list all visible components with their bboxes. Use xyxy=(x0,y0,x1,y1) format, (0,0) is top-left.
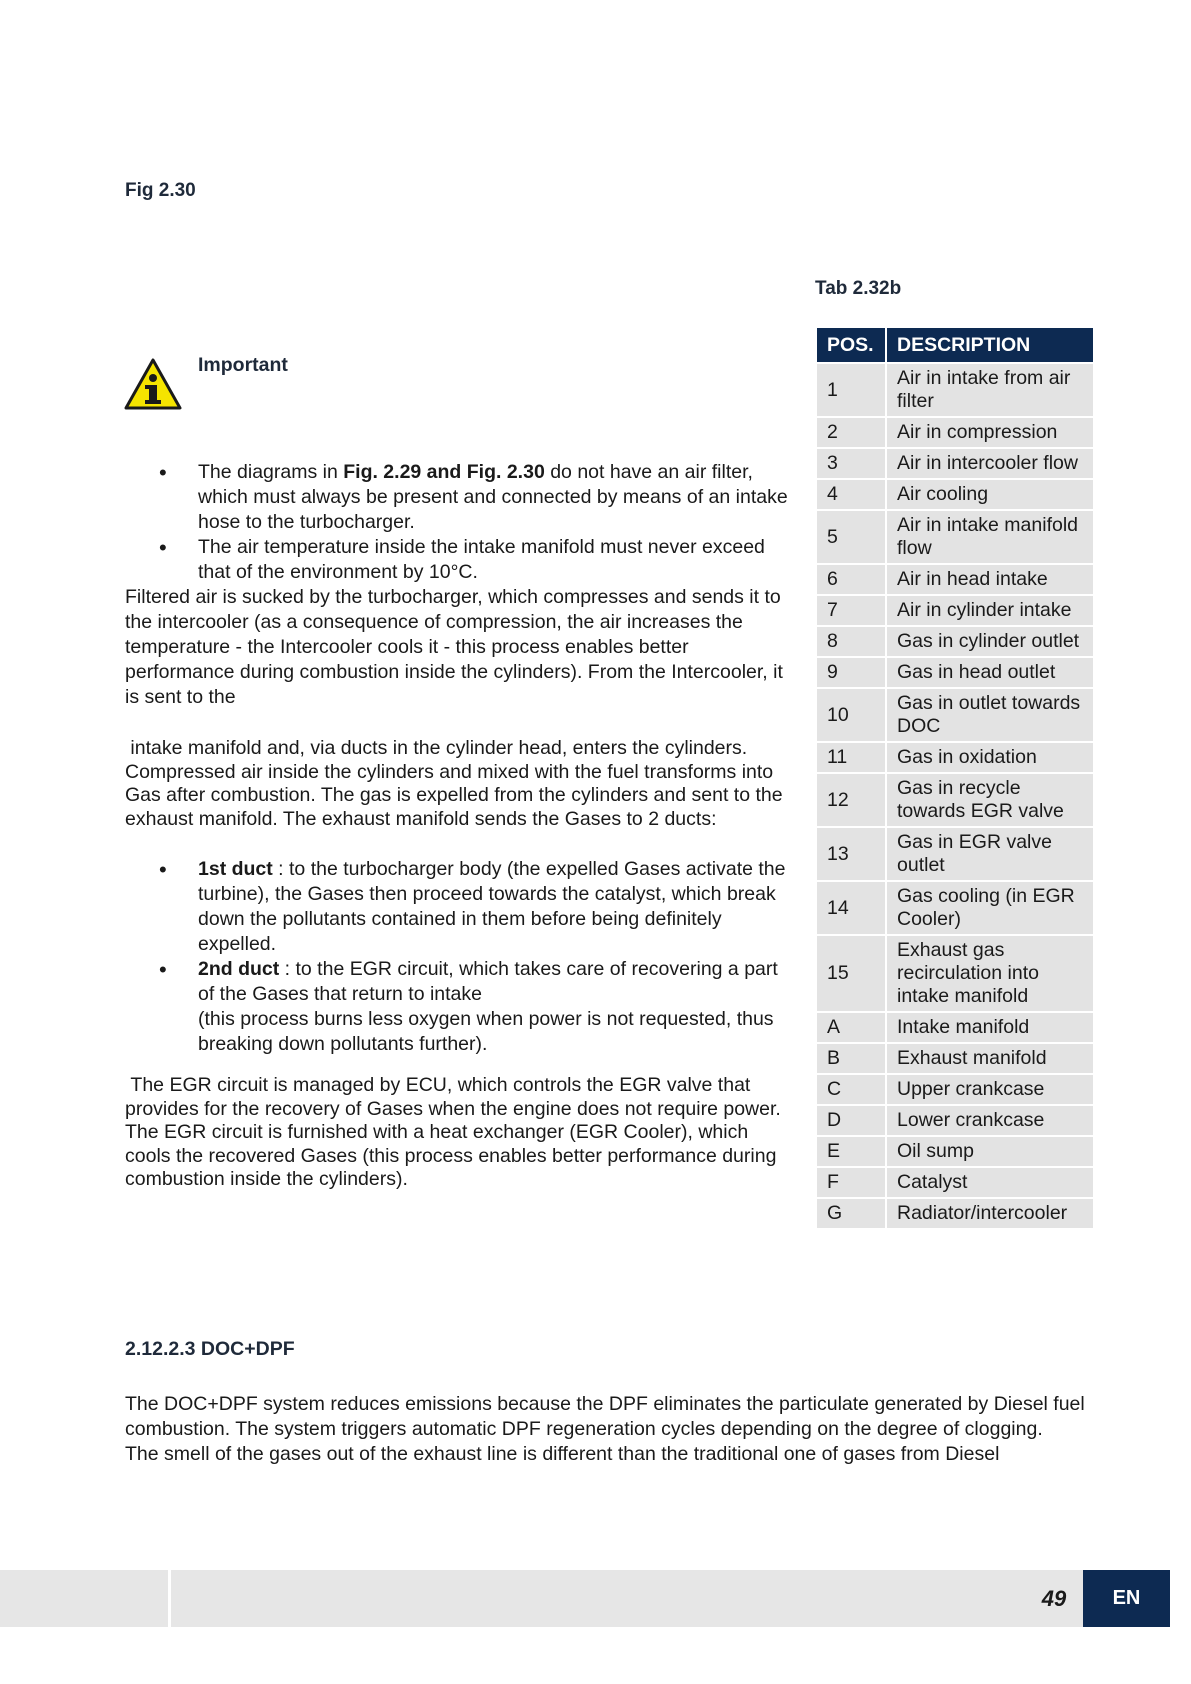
table-cell-description: Catalyst xyxy=(886,1167,1094,1198)
table-row xyxy=(816,564,1094,595)
table-cell-pos: 7 xyxy=(816,595,886,626)
table-cell-pos: A xyxy=(816,1012,886,1043)
table-row xyxy=(816,1074,1094,1105)
table-cell-description: Air in intercooler flow xyxy=(886,448,1094,479)
table-row xyxy=(816,363,1094,417)
ducts-list-block xyxy=(125,857,795,1057)
duct-item-2: • 2nd duct : to the EGR circuit, which takes care of recovering a part of the Gases that return to intake (this process burns less oxygen when power is not requested, thus breaking down pollutants further). xyxy=(125,957,795,1057)
important-notes xyxy=(125,460,795,710)
table-cell-pos: 10 xyxy=(816,688,886,742)
table-row xyxy=(816,510,1094,564)
table-cell-pos: B xyxy=(816,1043,886,1074)
table-cell-description: Gas in cylinder outlet xyxy=(886,626,1094,657)
body-paragraph-1: Filtered air is sucked by the turbocharger, which compresses and sends it to the intercooler (as a consequence of compression, the air increases the temperature - the Intercooler cools it - this process enables better performance during combustion inside the cylinders). From the Intercooler, it is sent to the xyxy=(125,586,783,708)
table-row xyxy=(816,935,1094,1012)
table-cell-pos: 4 xyxy=(816,479,886,510)
table-cell-pos: 8 xyxy=(816,626,886,657)
figure-label: Fig 2.30 xyxy=(125,180,196,201)
table-cell-pos: G xyxy=(816,1198,886,1229)
body-paragraph-3: The EGR circuit is managed by ECU, which controls the EGR valve that provides for the recovery of Gases when the engine does not require power. xyxy=(125,1074,781,1120)
body-block-3 xyxy=(125,1074,795,1192)
table-cell-description: Lower crankcase xyxy=(886,1105,1094,1136)
table-cell-description: Air in intake from air filter xyxy=(886,363,1094,417)
important-bullets xyxy=(125,460,795,585)
table-row xyxy=(816,1043,1094,1074)
table-cell-pos: 11 xyxy=(816,742,886,773)
table-row xyxy=(816,742,1094,773)
table-row xyxy=(816,657,1094,688)
table-row xyxy=(816,626,1094,657)
table-cell-pos: 9 xyxy=(816,657,886,688)
important-bullet-1: • The diagrams in Fig. 2.29 and Fig. 2.30 do not have an air filter, which must always be present and connected by means of an intake hose to the turbocharger. xyxy=(125,460,795,535)
section-paragraph-2: The smell of the gases out of the exhaust line is different than the traditional one of gases from Diesel xyxy=(125,1443,1000,1465)
important-heading: Important xyxy=(198,354,288,376)
table-cell-pos: 14 xyxy=(816,881,886,935)
table-cell-description: Gas in EGR valve outlet xyxy=(886,827,1094,881)
table-row xyxy=(816,479,1094,510)
table-row xyxy=(816,688,1094,742)
table-cell-description: Oil sump xyxy=(886,1136,1094,1167)
table-cell-description: Air in head intake xyxy=(886,564,1094,595)
body-paragraph-4: The EGR circuit is furnished with a heat exchanger (EGR Cooler), which cools the recovered Gases (this process enables better performance during combustion inside the cylinders). xyxy=(125,1121,777,1190)
table-row xyxy=(816,1012,1094,1043)
table-cell-description: Intake manifold xyxy=(886,1012,1094,1043)
table-cell-description: Exhaust gas recirculation into intake manifold xyxy=(886,935,1094,1012)
table-label: Tab 2.32b xyxy=(815,278,902,299)
table-body xyxy=(816,363,1094,1229)
table-row xyxy=(816,773,1094,827)
table-cell-pos: 15 xyxy=(816,935,886,1012)
figure-reference: Fig. 2.29 and Fig. 2.30 xyxy=(343,461,545,483)
table-cell-pos: 12 xyxy=(816,773,886,827)
table-cell-pos: C xyxy=(816,1074,886,1105)
footer-bar xyxy=(0,1570,1083,1627)
table-cell-pos: 6 xyxy=(816,564,886,595)
table-cell-pos: 1 xyxy=(816,363,886,417)
section-paragraph-1: The DOC+DPF system reduces emissions because the DPF eliminates the particulate generated by Diesel fuel combustion. The system triggers automatic DPF regeneration cycles depending on the degree of clogging. xyxy=(125,1393,1085,1440)
language-badge: EN xyxy=(1083,1570,1170,1627)
table-cell-description: Air in compression xyxy=(886,417,1094,448)
table-row xyxy=(816,595,1094,626)
table-cell-description: Exhaust manifold xyxy=(886,1043,1094,1074)
page-number: 49 xyxy=(1041,1586,1067,1611)
table-cell-pos: E xyxy=(816,1136,886,1167)
table-cell-description: Gas in head outlet xyxy=(886,657,1094,688)
table-row xyxy=(816,1198,1094,1229)
table-row xyxy=(816,1105,1094,1136)
table-row xyxy=(816,448,1094,479)
table-cell-pos: 3 xyxy=(816,448,886,479)
table-cell-description: Gas in outlet towards DOC xyxy=(886,688,1094,742)
table-cell-pos: 13 xyxy=(816,827,886,881)
table-cell-description: Gas in recycle towards EGR valve xyxy=(886,773,1094,827)
table-header-description: DESCRIPTION xyxy=(886,327,1094,363)
body-paragraph-2: intake manifold and, via ducts in the cylinder head, enters the cylinders. Compressed air inside the cylinders and mixed with the fuel transforms into Gas after combustion. The gas is expelled from the cylinders and sent to the exhaust manifold. The exhaust manifold sends the Gases to 2 ducts: xyxy=(125,737,788,830)
footer-divider xyxy=(168,1570,171,1627)
warning-info-icon xyxy=(124,358,182,410)
table-row xyxy=(816,827,1094,881)
position-table xyxy=(815,326,1095,1230)
table-cell-description: Gas in oxidation xyxy=(886,742,1094,773)
table-cell-description: Air in intake manifold flow xyxy=(886,510,1094,564)
table-cell-pos: F xyxy=(816,1167,886,1198)
duct-item-1: • 1st duct : to the turbocharger body (the expelled Gases activate the turbine), the Gases then proceed towards the catalyst, which break down the pollutants contained in them before being definitely expelled. xyxy=(125,857,795,957)
table-row xyxy=(816,881,1094,935)
table-cell-description: Upper crankcase xyxy=(886,1074,1094,1105)
ducts-list xyxy=(125,857,795,1057)
important-bullet-2: • The air temperature inside the intake manifold must never exceed that of the environment by 10°C. xyxy=(125,535,795,585)
table-cell-pos: 2 xyxy=(816,417,886,448)
body-block-2 xyxy=(125,737,795,831)
section-text xyxy=(125,1392,1085,1467)
section-title: 2.12.2.3 DOC+DPF xyxy=(125,1338,295,1360)
table-cell-description: Radiator/intercooler xyxy=(886,1198,1094,1229)
table-row xyxy=(816,417,1094,448)
table-header-pos: POS. xyxy=(816,327,886,363)
table-cell-description: Air in cylinder intake xyxy=(886,595,1094,626)
table-cell-pos: 5 xyxy=(816,510,886,564)
table-cell-description: Gas cooling (in EGR Cooler) xyxy=(886,881,1094,935)
table-cell-pos: D xyxy=(816,1105,886,1136)
table-header-row xyxy=(816,327,1094,363)
table-row xyxy=(816,1167,1094,1198)
table-cell-description: Air cooling xyxy=(886,479,1094,510)
table-row xyxy=(816,1136,1094,1167)
